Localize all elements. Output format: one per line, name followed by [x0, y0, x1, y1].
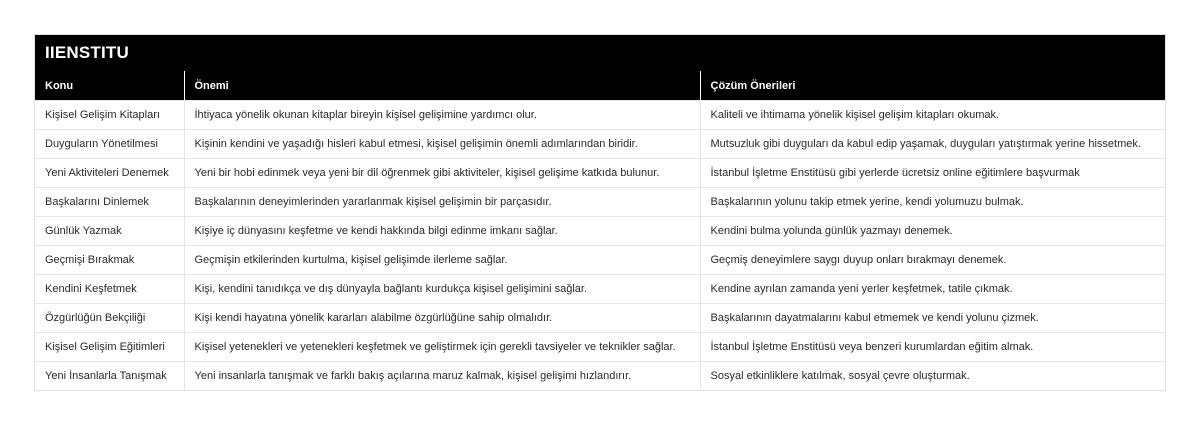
cell-solution: Başkalarının dayatmalarını kabul etmemek ve kendi yolunu çizmek. [700, 304, 1165, 333]
cell-topic: Yeni İnsanlarla Tanışmak [35, 362, 184, 391]
cell-solution: İstanbul İşletme Enstitüsü gibi yerlerde ücretsiz online eğitimlere başvurmak [700, 159, 1165, 188]
cell-importance: Yeni bir hobi edinmek veya yeni bir dil öğrenmek gibi aktiviteler, kişisel gelişime katkıda bulunur. [184, 159, 700, 188]
cell-solution: Mutsuzluk gibi duyguları da kabul edip yaşamak, duyguları yatıştırmak yerine hissetmek. [700, 130, 1165, 159]
cell-importance: Geçmişin etkilerinden kurtulma, kişisel gelişimde ilerleme sağlar. [184, 246, 700, 275]
cell-importance: Kişinin kendini ve yaşadığı hisleri kabul etmesi, kişisel gelişimin önemli adımlarından biridir. [184, 130, 700, 159]
topic-table [35, 71, 1165, 390]
cell-topic: Başkalarını Dinlemek [35, 188, 184, 217]
cell-importance: Kişi, kendini tanıdıkça ve dış dünyayla bağlantı kurdukça kişisel gelişimini sağlar. [184, 275, 700, 304]
table-row [35, 246, 1165, 275]
table-row [35, 217, 1165, 246]
table-row [35, 333, 1165, 362]
table-row [35, 304, 1165, 333]
header-konu: Konu [35, 71, 184, 101]
cell-solution: Kaliteli ve ihtimama yönelik kişisel gelişim kitapları okumak. [700, 101, 1165, 130]
cell-topic: Yeni Aktiviteleri Denemek [35, 159, 184, 188]
table-row [35, 130, 1165, 159]
cell-importance: İhtiyaca yönelik okunan kitaplar bireyin kişisel gelişimine yardımcı olur. [184, 101, 700, 130]
cell-importance: Yeni insanlarla tanışmak ve farklı bakış açılarına maruz kalmak, kişisel gelişimi hızlandırır. [184, 362, 700, 391]
table-row [35, 101, 1165, 130]
cell-solution: Kendini bulma yolunda günlük yazmayı denemek. [700, 217, 1165, 246]
header-onemi: Önemi [184, 71, 700, 101]
cell-topic: Kendini Keşfetmek [35, 275, 184, 304]
cell-importance: Kişi kendi hayatına yönelik kararları alabilme özgürlüğüne sahip olmalıdır. [184, 304, 700, 333]
cell-solution: Sosyal etkinliklere katılmak, sosyal çevre oluşturmak. [700, 362, 1165, 391]
cell-solution: Geçmiş deneyimlere saygı duyup onları bırakmayı denemek. [700, 246, 1165, 275]
table-row [35, 159, 1165, 188]
content-table-container [34, 34, 1166, 391]
header-cozum-onerileri: Çözüm Önerileri [700, 71, 1165, 101]
cell-solution: Kendine ayrılan zamanda yeni yerler keşfetmek, tatile çıkmak. [700, 275, 1165, 304]
table-row [35, 188, 1165, 217]
table-header-row [35, 71, 1165, 101]
table-row [35, 362, 1165, 391]
cell-topic: Günlük Yazmak [35, 217, 184, 246]
cell-importance: Kişisel yetenekleri ve yetenekleri keşfetmek ve geliştirmek için gerekli tavsiyeler ve teknikler sağlar. [184, 333, 700, 362]
cell-importance: Başkalarının deneyimlerinden yararlanmak kişisel gelişimin bir parçasıdır. [184, 188, 700, 217]
brand-title: IIENSTITU [35, 35, 1165, 71]
cell-solution: Başkalarının yolunu takip etmek yerine, kendi yolumuzu bulmak. [700, 188, 1165, 217]
cell-topic: Özgürlüğün Bekçiliği [35, 304, 184, 333]
cell-topic: Duyguların Yönetilmesi [35, 130, 184, 159]
cell-topic: Geçmişi Bırakmak [35, 246, 184, 275]
table-row [35, 275, 1165, 304]
cell-topic: Kişisel Gelişim Eğitimleri [35, 333, 184, 362]
cell-topic: Kişisel Gelişim Kitapları [35, 101, 184, 130]
cell-solution: İstanbul İşletme Enstitüsü veya benzeri kurumlardan eğitim almak. [700, 333, 1165, 362]
cell-importance: Kişiye iç dünyasını keşfetme ve kendi hakkında bilgi edinme imkanı sağlar. [184, 217, 700, 246]
